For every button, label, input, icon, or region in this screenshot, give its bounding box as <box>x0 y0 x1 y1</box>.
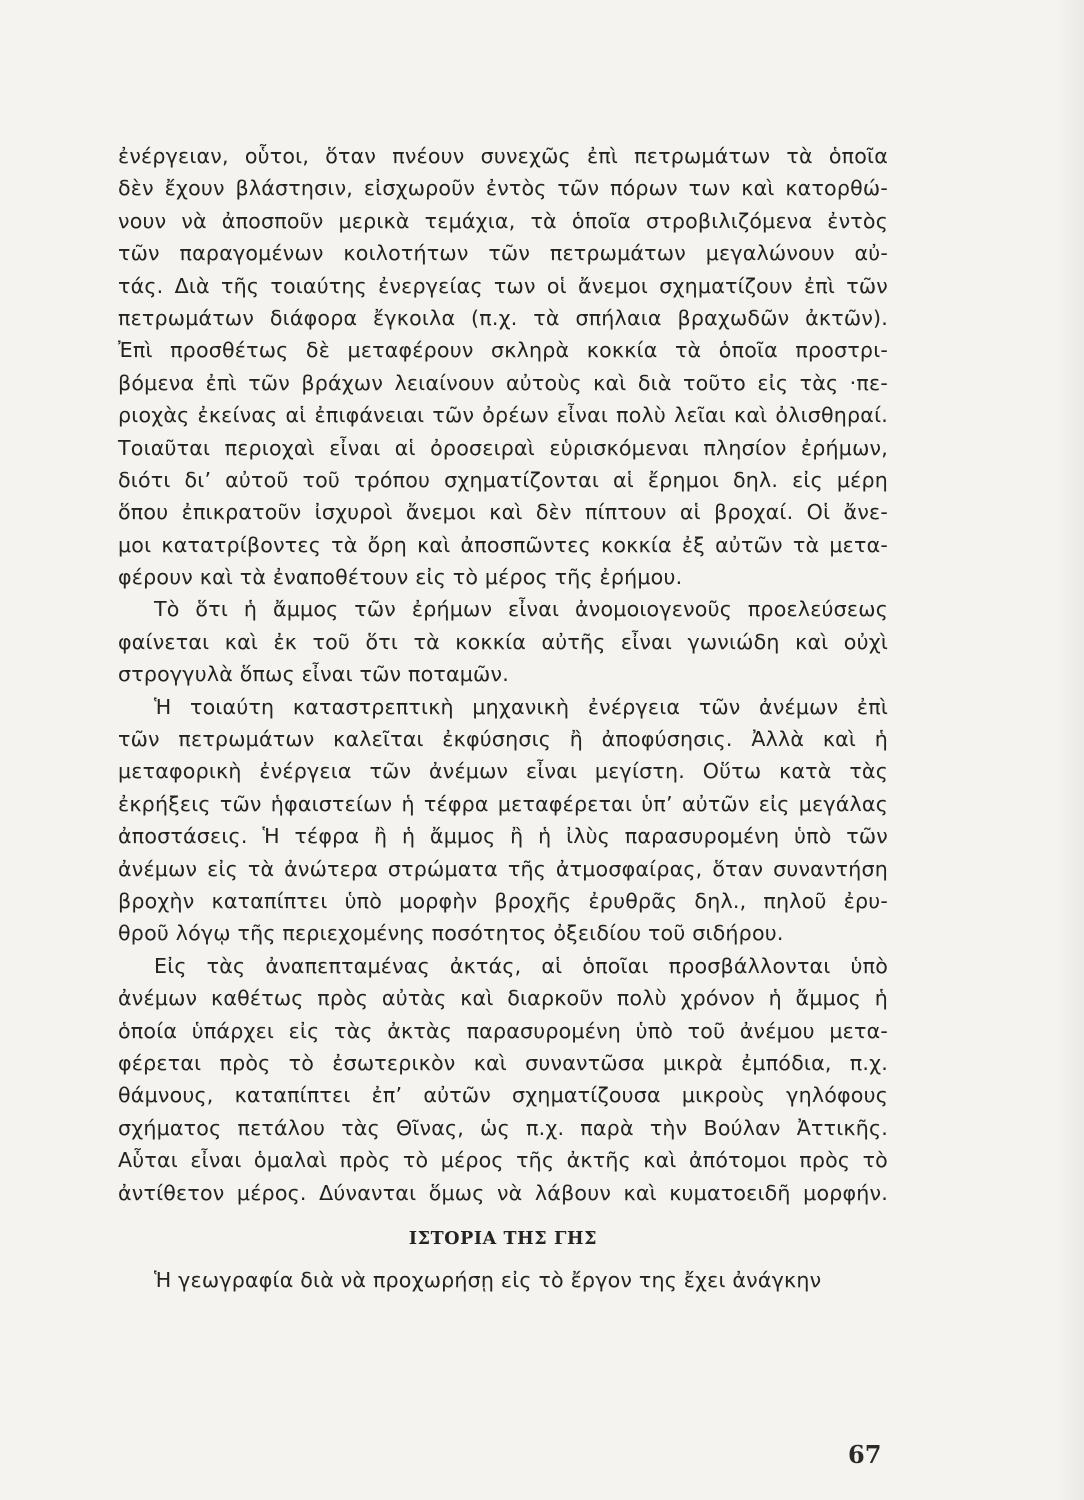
text-line: διότι δι’ αὐτοῦ τοῦ τρόπου σχηματίζονται αἱ ἔρημοι δηλ. εἰς μέρη <box>118 467 888 492</box>
text-line: ἀνέμων καθέτως πρὸς αὐτὰς καὶ διαρκοῦν πολὺ χρόνον ἡ ἄμμος ἡ <box>118 986 888 1011</box>
text-line: μεταφορικὴ ἐνέργεια τῶν ἀνέμων εἶναι μεγίστη. Οὕτω κατὰ τὰς <box>118 759 888 784</box>
text-line: τῶν παραγομένων κοιλοτήτων τῶν πετρωμάτων μεγαλώνουν αὐ- <box>118 241 888 266</box>
text-line: Ἐπὶ προσθέτως δὲ μεταφέρουν σκληρὰ κοκκία τὰ ὁποῖα προστρι- <box>118 338 888 363</box>
text-line: φέρεται πρὸς τὸ ἐσωτερικὸν καὶ συναντῶσα μικρὰ ἐμπόδια, π.χ. <box>118 1050 888 1075</box>
body-text <box>118 140 888 1296</box>
text-line: τῶν πετρωμάτων καλεῖται ἐκφύσησις ἢ ἀποφύσησις. Ἀλλὰ καὶ ἡ <box>118 727 888 752</box>
text-line: ἐκρήξεις τῶν ἡφαιστείων ἡ τέφρα μεταφέρεται ὑπ’ αὐτῶν εἰς μεγάλας <box>118 791 888 816</box>
text-line: ἀνέμων εἰς τὰ ἀνώτερα στρώματα τῆς ἀτμοσφαίρας, ὅταν συναντήση <box>118 856 888 881</box>
text-line: βροχὴν καταπίπτει ὑπὸ μορφὴν βροχῆς ἐρυθρᾶς δηλ., πηλοῦ ἐρυ- <box>118 888 888 913</box>
text-line: Ἡ γεωγραφία διὰ νὰ προχωρήσῃ εἰς τὸ ἔργον της ἔχει ἀνάγκην <box>154 1267 822 1292</box>
text-line: μοι κατατρίβοντες τὰ ὄρη καὶ ἀποσπῶντες κοκκία ἐξ αὐτῶν τὰ μετα- <box>118 532 888 557</box>
text-line: Τοιαῦται περιοχαὶ εἶναι αἱ ὀροσειραὶ εὑρισκόμεναι πλησίον ἐρήμων, <box>118 435 888 460</box>
text-line: νουν νὰ ἀποσποῦν μερικὰ τεμάχια, τὰ ὁποῖα στροβιλιζόμενα ἐντὸς <box>118 208 888 233</box>
text-line: Εἰς τὰς ἀναπεπταμένας ἀκτάς, αἱ ὁποῖαι προσβάλλονται ὑπὸ <box>154 953 888 978</box>
text-line: στρογγυλὰ ὅπως εἶναι τῶν ποταμῶν. <box>118 662 509 687</box>
text-line: ὁποία ὑπάρχει εἰς τὰς ἀκτὰς παρασυρομένη ὑπὸ τοῦ ἀνέμου μετα- <box>118 1018 888 1043</box>
text-line: θροῦ λόγῳ τῆς περιεχομένης ποσότητος ὀξειδίου τοῦ σιδήρου. <box>118 921 784 946</box>
text-line: πετρωμάτων διάφορα ἔγκοιλα (π.χ. τὰ σπήλαια βραχωδῶν ἀκτῶν). <box>118 305 888 330</box>
text-line: σχήματος πετάλου τὰς Θῖνας, ὡς π.χ. παρὰ τὴν Βούλαν Ἀττικῆς. <box>118 1115 888 1140</box>
scan-edge-shadow <box>1056 0 1084 1500</box>
text-line: Τὸ ὅτι ἡ ἄμμος τῶν ἐρήμων εἶναι ἀνομοιογενοῦς προελεύσεως <box>154 597 888 622</box>
text-line: φέρουν καὶ τὰ ἐναποθέτουν εἰς τὸ μέρος τῆς ἐρήμου. <box>118 565 683 590</box>
text-line: ὅπου ἐπικρατοῦν ἰσχυροὶ ἄνεμοι καὶ δὲν πίπτουν αἱ βροχαί. Οἱ ἄνε- <box>118 500 888 525</box>
text-line: δὲν ἔχουν βλάστησιν, εἰσχωροῦν ἐντὸς τῶν πόρων των καὶ κατορθώ- <box>118 176 888 201</box>
page-number: 67 <box>848 1440 882 1469</box>
text-line: Ἡ τοιαύτη καταστρεπτικὴ μηχανικὴ ἐνέργεια τῶν ἀνέμων ἐπὶ <box>154 694 888 719</box>
text-line: Αὗται εἶναι ὁμαλαὶ πρὸς τὸ μέρος τῆς ἀκτῆς καὶ ἀπότομοι πρὸς τὸ <box>118 1148 888 1173</box>
text-line: ἀποστάσεις. Ἡ τέφρα ἢ ἡ ἄμμος ἢ ἡ ἰλὺς παρασυρομένη ὑπὸ τῶν <box>118 824 888 849</box>
text-line: θάμνους, καταπίπτει ἐπ’ αὐτῶν σχηματίζουσα μικροὺς γηλόφους <box>118 1083 888 1108</box>
text-line: ριοχὰς ἐκείνας αἱ ἐπιφάνειαι τῶν ὀρέων εἶναι πολὺ λεῖαι καὶ ὀλισθηραί. <box>118 403 888 428</box>
text-line: τάς. Διὰ τῆς τοιαύτης ἐνεργείας των οἱ ἄνεμοι σχηματίζουν ἐπὶ τῶν <box>118 273 888 298</box>
section-heading: ΙΣΤΟΡΙΑ ΤΗΣ ΓΗΣ <box>408 1228 598 1249</box>
text-line: φαίνεται καὶ ἐκ τοῦ ὅτι τὰ κοκκία αὐτῆς εἶναι γωνιώδη καὶ οὐχὶ <box>118 629 888 654</box>
text-line: ἀντίθετον μέρος. Δύνανται ὅμως νὰ λάβουν καὶ κυματοειδῆ μορφήν. <box>118 1180 888 1205</box>
text-line: βόμενα ἐπὶ τῶν βράχων λειαίνουν αὐτοὺς καὶ διὰ τοῦτο εἰς τὰς ·πε- <box>118 370 888 395</box>
text-line: ἐνέργειαν, οὗτοι, ὅταν πνέουν συνεχῶς ἐπὶ πετρωμάτων τὰ ὁποῖα <box>118 144 888 168</box>
